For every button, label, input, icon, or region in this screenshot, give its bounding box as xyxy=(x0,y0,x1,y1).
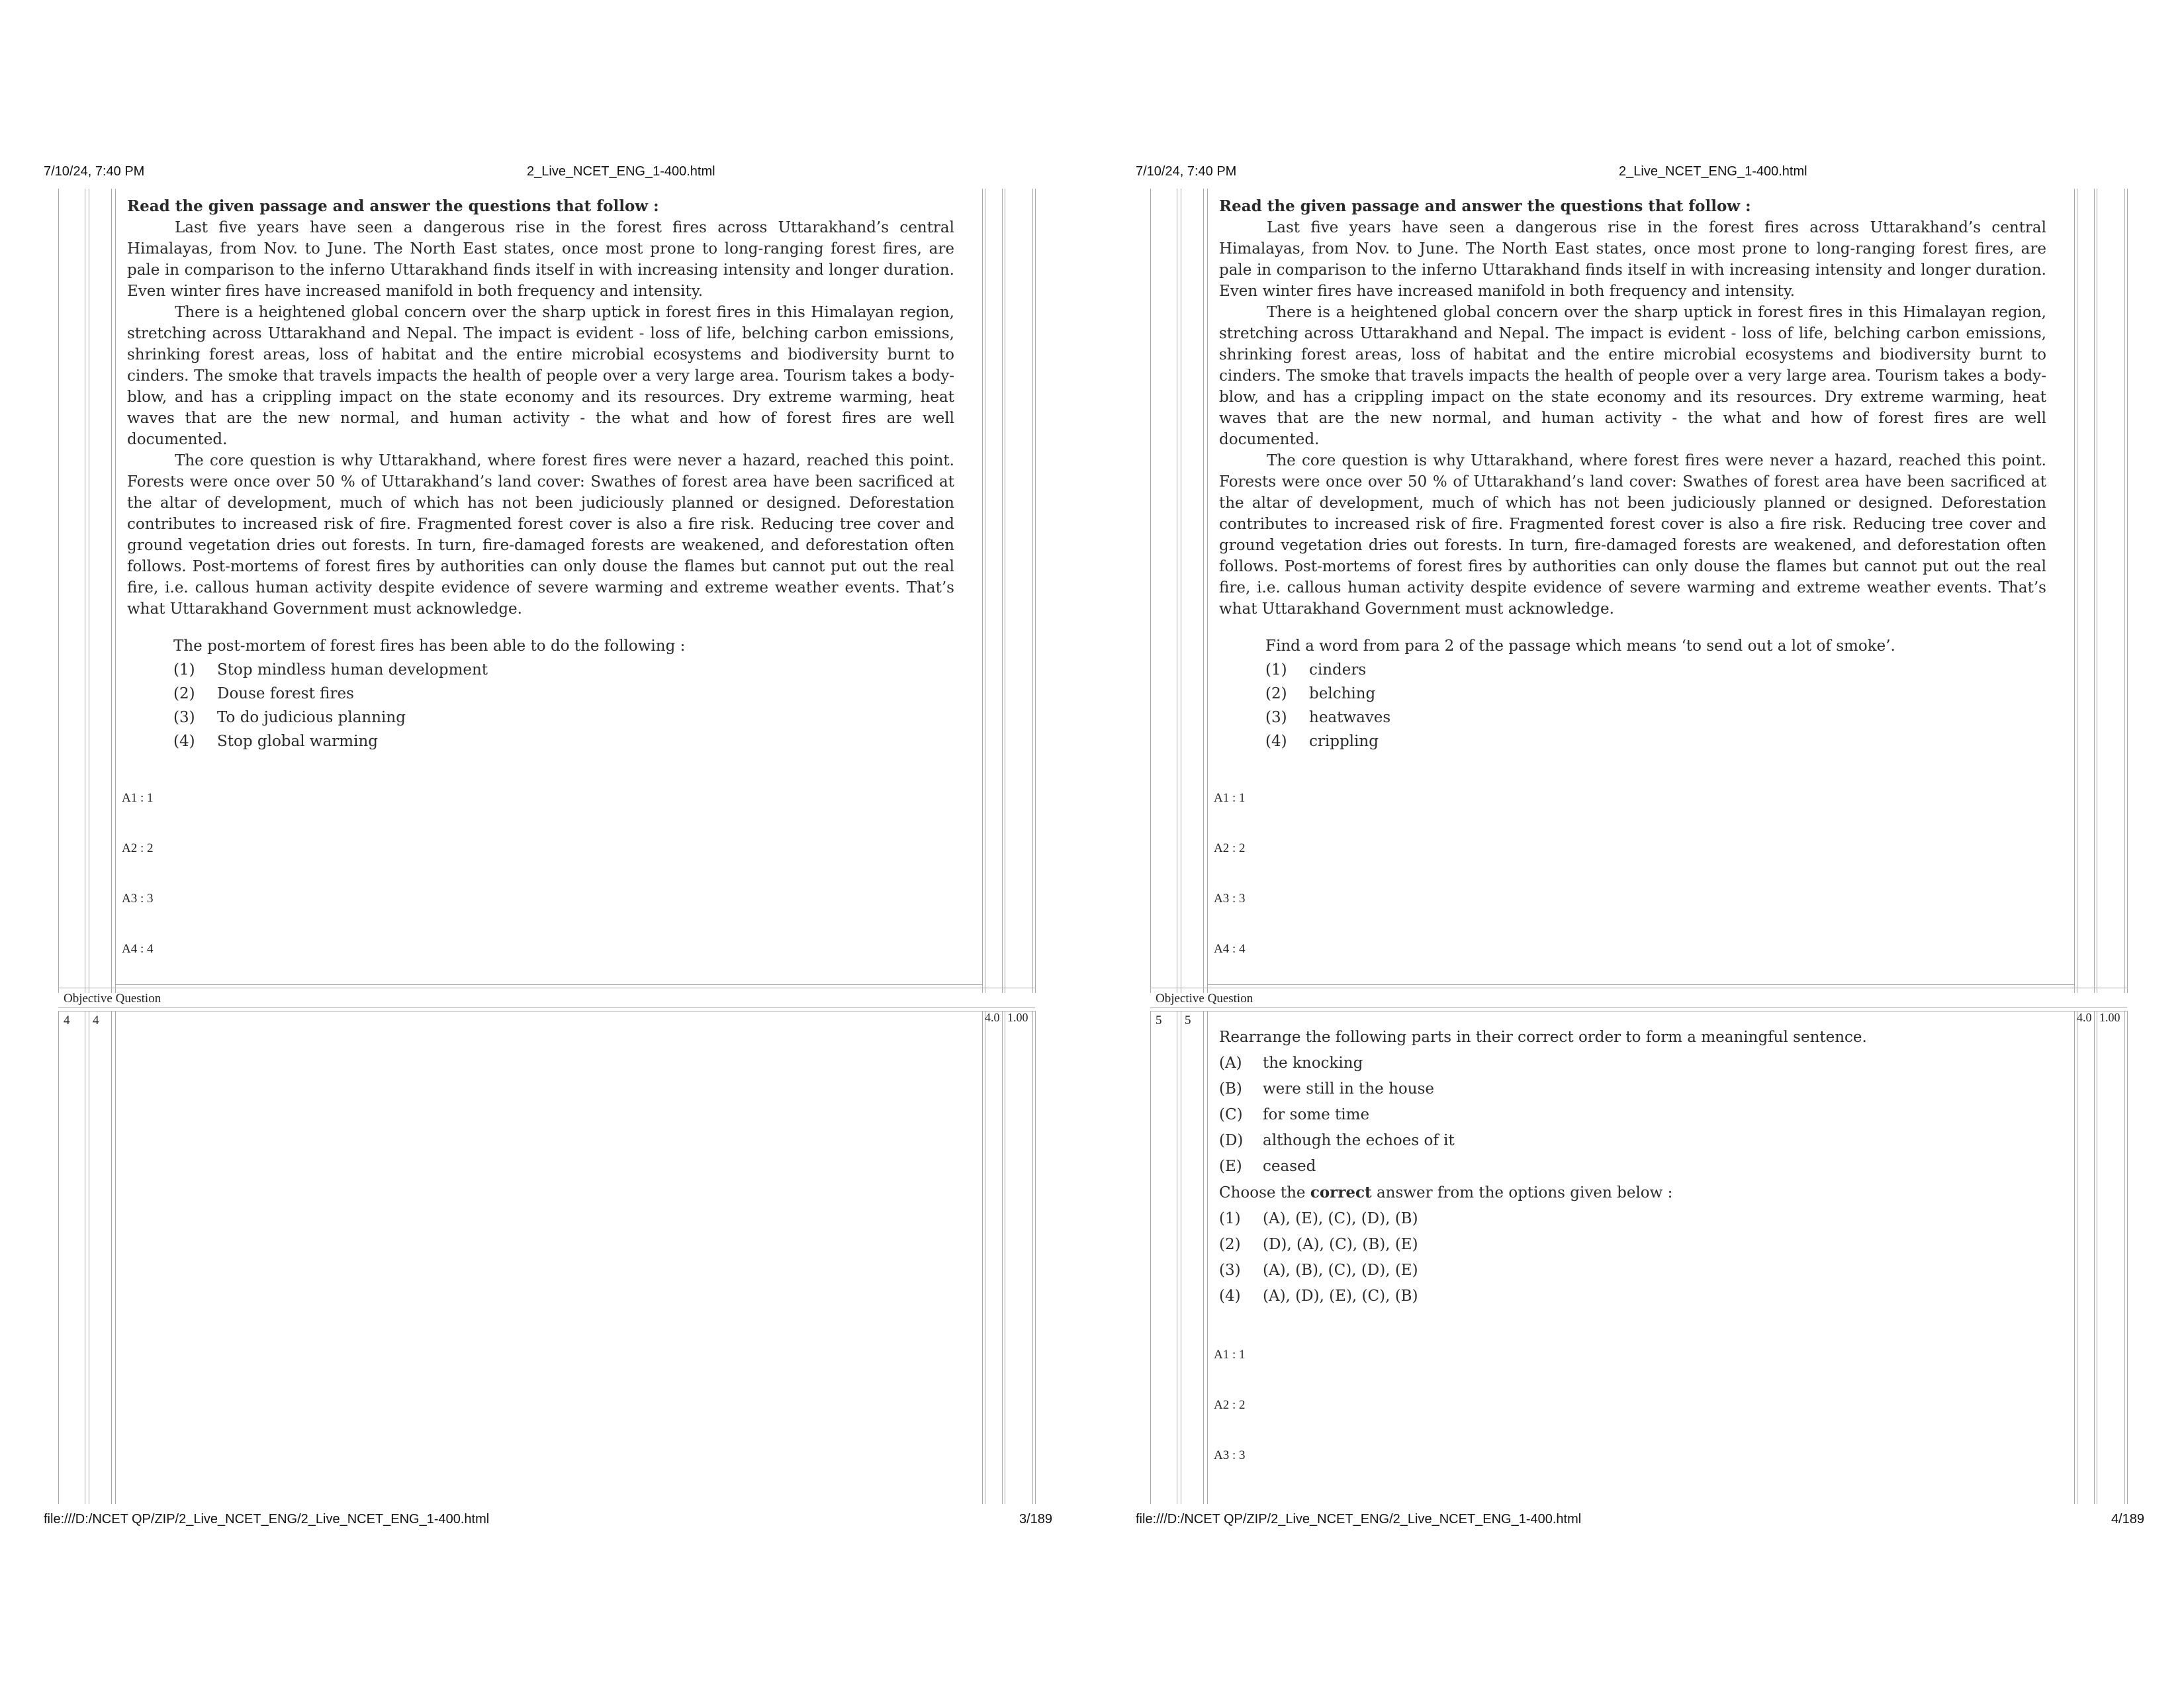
table-border xyxy=(1207,1011,1208,1504)
part-text: although the echoes of it xyxy=(1263,1132,1455,1149)
question-serial: 5 xyxy=(1156,1013,1162,1027)
choose-bold: correct xyxy=(1310,1184,1372,1201)
choose-instruction xyxy=(1219,1180,2013,1206)
table-border xyxy=(1035,189,1036,993)
question-marks: 4.0 xyxy=(2077,1011,2092,1024)
print-page-right xyxy=(1092,0,2184,1688)
table-border xyxy=(1150,1011,1151,1504)
question-block xyxy=(173,634,954,753)
table-border xyxy=(2124,189,2125,993)
option-text: To do judicious planning xyxy=(217,709,406,726)
table-border xyxy=(1032,189,1033,993)
option-item xyxy=(1265,658,2046,682)
option-number: (4) xyxy=(1265,733,1287,750)
answer-label: A1 : 1 xyxy=(1214,1348,1246,1362)
sentence-part xyxy=(1219,1128,2013,1154)
option-number: (3) xyxy=(1219,1262,1241,1279)
objective-question-label: Objective Question xyxy=(64,992,161,1006)
option-item xyxy=(1219,1206,2013,1232)
option-item xyxy=(173,658,954,682)
option-item xyxy=(1265,682,2046,706)
question-stem: Rearrange the following parts in their correct order to form a meaningful sentence. xyxy=(1219,1029,1867,1046)
negative-marks: 1.00 xyxy=(1007,1011,1028,1024)
option-text: heatwaves xyxy=(1309,709,1391,726)
option-item xyxy=(1265,729,2046,753)
answer-label: A2 : 2 xyxy=(122,841,154,855)
part-label: (A) xyxy=(1219,1055,1242,1072)
table-border xyxy=(1002,189,1003,993)
option-number: (3) xyxy=(173,709,195,726)
option-number: (1) xyxy=(1219,1210,1241,1227)
table-border xyxy=(1207,984,2074,985)
table-border xyxy=(1032,1011,1033,1504)
table-border xyxy=(111,189,112,993)
choose-suffix: answer from the options given below : xyxy=(1371,1184,1673,1201)
part-label: (B) xyxy=(1219,1080,1242,1098)
part-text: for some time xyxy=(1263,1106,1370,1123)
table-border xyxy=(1203,1011,1204,1504)
table-border xyxy=(1207,189,1208,993)
option-text: (D), (A), (C), (B), (E) xyxy=(1263,1236,1418,1253)
option-text: cinders xyxy=(1309,661,1367,679)
question-id: 4 xyxy=(93,1013,99,1027)
table-border xyxy=(2127,1011,2128,1504)
option-number: (2) xyxy=(173,685,195,702)
table-border xyxy=(2124,1011,2125,1504)
table-border xyxy=(2127,189,2128,993)
objective-question-label: Objective Question xyxy=(1156,992,1253,1006)
option-number: (3) xyxy=(1265,709,1287,726)
print-file-url: file:///D:/NCET QP/ZIP/2_Live_NCET_ENG/2_Live_NCET_ENG_1-400.html xyxy=(1136,1512,1582,1526)
table-border xyxy=(2074,189,2075,993)
option-item xyxy=(1219,1284,2013,1309)
table-border xyxy=(1203,189,1204,993)
option-text: crippling xyxy=(1309,733,1379,750)
option-number: (2) xyxy=(1265,685,1287,702)
option-item xyxy=(173,706,954,729)
print-file-title: 2_Live_NCET_ENG_1-400.html xyxy=(527,164,715,179)
option-item xyxy=(173,729,954,753)
part-label: (C) xyxy=(1219,1106,1243,1123)
print-file-url: file:///D:/NCET QP/ZIP/2_Live_NCET_ENG/2_Live_NCET_ENG_1-400.html xyxy=(44,1512,490,1526)
answer-label: A1 : 1 xyxy=(122,791,154,805)
passage-paragraph: There is a heightened global concern over the sharp uptick in forest fires in this Himalayan region, stretching across Uttarakhand and Nepal. The impact is evident - loss of life, belching carbon emissions, shrinking forest areas, loss of habitat and the entire microbial ecosystems and biodiversity burnt to cinders. The smoke that travels impacts the health of people over a very large area. Tourism takes a body-blow, and has a crippling impact on the state economy and its resources. Dry extreme warming, heat waves that are the new normal, and human activity - the what and how of forest fires are well documented. xyxy=(127,304,954,448)
option-text: Douse forest fires xyxy=(217,685,354,702)
reading-passage xyxy=(127,196,954,620)
table-border xyxy=(982,189,983,993)
option-number: (1) xyxy=(1265,661,1287,679)
passage-paragraph: Last five years have seen a dangerous rise in the forest fires across Uttarakhand’s central Himalayas, from Nov. to June. The North East states, once most prone to long-ranging forest fires, are pale in comparison to the inferno Uttarakhand finds itself in with increasing intensity and longer duration. Even winter fires have increased manifold in both frequency and intensity. xyxy=(1219,219,2046,300)
answer-label: A3 : 3 xyxy=(122,892,154,906)
table-border xyxy=(58,189,59,993)
table-border xyxy=(115,1011,116,1504)
option-text: Stop global warming xyxy=(217,733,379,750)
table-border xyxy=(111,1011,112,1504)
rearrange-question-block xyxy=(1219,1025,2013,1309)
sentence-part xyxy=(1219,1076,2013,1102)
table-border xyxy=(1035,1011,1036,1504)
table-border xyxy=(1150,189,1151,993)
answer-label: A2 : 2 xyxy=(1214,1398,1246,1412)
question-block xyxy=(1265,634,2046,753)
passage-heading: Read the given passage and answer the questions that follow : xyxy=(1219,197,1751,215)
question-stem: The post-mortem of forest fires has been able to do the following : xyxy=(173,637,686,655)
print-timestamp: 7/10/24, 7:40 PM xyxy=(44,164,145,179)
option-text: Stop mindless human development xyxy=(217,661,488,679)
option-item xyxy=(1219,1258,2013,1284)
option-item xyxy=(173,682,954,706)
passage-paragraph: Last five years have seen a dangerous rise in the forest fires across Uttarakhand’s central Himalayas, from Nov. to June. The North East states, once most prone to long-ranging forest fires, are pale in comparison to the inferno Uttarakhand finds itself in with increasing intensity and longer duration. Even winter fires have increased manifold in both frequency and intensity. xyxy=(127,219,954,300)
option-number: (4) xyxy=(1219,1288,1241,1305)
answer-label: A3 : 3 xyxy=(1214,1448,1246,1462)
option-number: (1) xyxy=(173,661,195,679)
table-border xyxy=(2074,1011,2075,1504)
passage-paragraph: The core question is why Uttarakhand, where forest fires were never a hazard, reached this point. Forests were once over 50 % of Uttarakhand’s land cover: Swathes of forest area have been sacrificed at the altar of development, much of which has not been judiciously planned or designed. Deforestation contributes to increased risk of fire. Fragmented forest cover is also a fire risk. Reducing tree cover and ground vegetation dries out forests. In turn, fire-damaged forests are weakened, and deforestation often follows. Post-mortems of forest fires by authorities can only douse the flames but cannot put out the real fire, i.e. callous human activity despite evidence of severe warming and extreme weather events. That’s what Uttarakhand Government must acknowledge. xyxy=(127,452,954,618)
table-border xyxy=(2094,1011,2095,1504)
option-number: (4) xyxy=(173,733,195,750)
option-text: (A), (E), (C), (D), (B) xyxy=(1263,1210,1418,1227)
option-number: (2) xyxy=(1219,1236,1241,1253)
option-text: (A), (B), (C), (D), (E) xyxy=(1263,1262,1418,1279)
question-serial: 4 xyxy=(64,1013,70,1027)
answer-label: A4 : 4 xyxy=(122,942,154,956)
option-text: (A), (D), (E), (C), (B) xyxy=(1263,1288,1418,1305)
part-label: (D) xyxy=(1219,1132,1244,1149)
passage-heading: Read the given passage and answer the questions that follow : xyxy=(127,197,659,215)
print-file-title: 2_Live_NCET_ENG_1-400.html xyxy=(1619,164,1807,179)
option-item xyxy=(1265,706,2046,729)
option-item xyxy=(1219,1232,2013,1258)
table-border xyxy=(982,1011,983,1504)
question-stem: Find a word from para 2 of the passage which means ‘to send out a lot of smoke’. xyxy=(1265,637,1895,655)
print-timestamp: 7/10/24, 7:40 PM xyxy=(1136,164,1237,179)
part-label: (E) xyxy=(1219,1158,1242,1175)
table-border xyxy=(2094,189,2095,993)
answer-label: A3 : 3 xyxy=(1214,892,1246,906)
sentence-part xyxy=(1219,1051,2013,1076)
option-text: belching xyxy=(1309,685,1376,702)
table-border xyxy=(115,189,116,993)
passage-paragraph: There is a heightened global concern over the sharp uptick in forest fires in this Himalayan region, stretching across Uttarakhand and Nepal. The impact is evident - loss of life, belching carbon emissions, shrinking forest areas, loss of habitat and the entire microbial ecosystems and biodiversity burnt to cinders. The smoke that travels impacts the health of people over a very large area. Tourism takes a body-blow, and has a crippling impact on the state economy and its resources. Dry extreme warming, heat waves that are the new normal, and human activity - the what and how of forest fires are well documented. xyxy=(1219,304,2046,448)
answer-label: A4 : 4 xyxy=(1214,942,1246,956)
print-page-number: 4/189 xyxy=(2111,1512,2144,1526)
part-text: were still in the house xyxy=(1263,1080,1434,1098)
question-marks: 4.0 xyxy=(985,1011,1000,1024)
print-page-number: 3/189 xyxy=(1019,1512,1052,1526)
table-border xyxy=(58,1011,59,1504)
negative-marks: 1.00 xyxy=(2099,1011,2120,1024)
answer-label: A2 : 2 xyxy=(1214,841,1246,855)
sentence-part xyxy=(1219,1154,2013,1180)
table-border xyxy=(1002,1011,1003,1504)
passage-paragraph: The core question is why Uttarakhand, where forest fires were never a hazard, reached this point. Forests were once over 50 % of Uttarakhand’s land cover: Swathes of forest area have been sacrificed at the altar of development, much of which has not been judiciously planned or designed. Deforestation contributes to increased risk of fire. Fragmented forest cover is also a fire risk. Reducing tree cover and ground vegetation dries out forests. In turn, fire-damaged forests are weakened, and deforestation often follows. Post-mortems of forest fires by authorities can only douse the flames but cannot put out the real fire, i.e. callous human activity despite evidence of severe warming and extreme weather events. That’s what Uttarakhand Government must acknowledge. xyxy=(1219,452,2046,618)
choose-prefix: Choose the xyxy=(1219,1184,1310,1201)
part-text: ceased xyxy=(1263,1158,1316,1175)
reading-passage xyxy=(1219,196,2046,620)
question-id: 5 xyxy=(1185,1013,1191,1027)
sentence-part xyxy=(1219,1102,2013,1128)
table-border xyxy=(115,984,982,985)
answer-label: A1 : 1 xyxy=(1214,791,1246,805)
part-text: the knocking xyxy=(1263,1055,1363,1072)
